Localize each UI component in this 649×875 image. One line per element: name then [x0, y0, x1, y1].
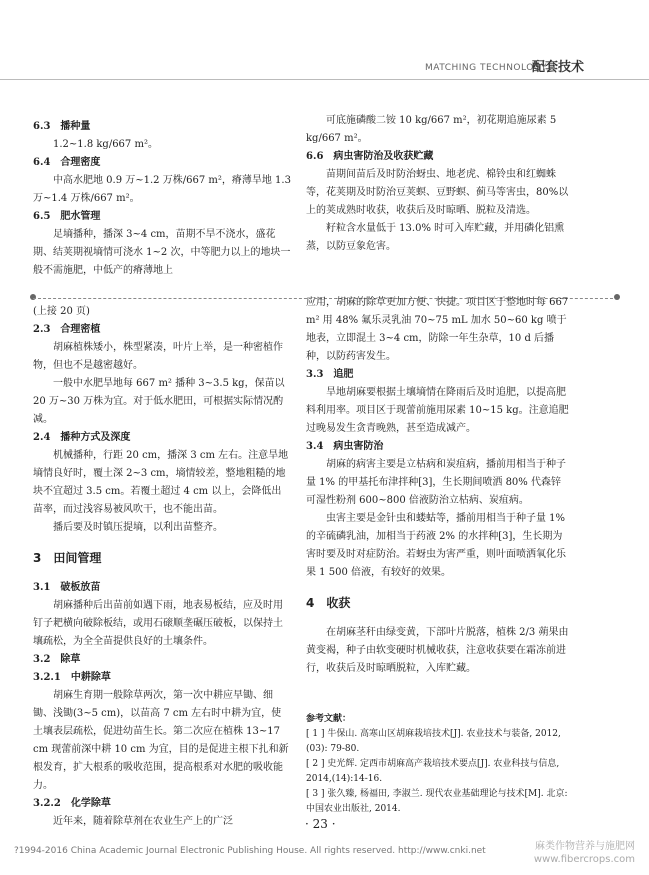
paragraph: 旱地胡麻要根据土壤墒情在降雨后及时追肥，以提高肥料利用率。项目区于现蕾前施用尿素 10~15 kg。注意追肥过晚易发生贪青晚熟，甚至造成减产。 [306, 387, 569, 434]
paragraph: 在胡麻茎秆由绿变黄，下部叶片脱落，植株 2/3 蒴果由黄变褐，种子由软变硬时机械收获，注意收获要在霜冻前进行，收获后及时晾晒脱粒，入库贮藏。 [306, 627, 569, 674]
subheading: 3.4 病虫害防治 [306, 441, 384, 452]
reference-item: [ 3 ] 张久臻, 杨福田, 李淑兰. 现代农业基础理论与技术[M]. 北京: 中国农业出版社, 2014. [306, 789, 568, 814]
divider-dot-right [614, 294, 620, 300]
watermark [534, 840, 635, 866]
subheading: 3.2.2 化学除草 [33, 798, 111, 809]
references [306, 712, 569, 817]
subheading: 3.2 除草 [33, 654, 81, 665]
paragraph: 可底施磷酸二铵 10 kg/667 m²，初花期追施尿素 5 kg/667 m²。 [306, 115, 557, 144]
subheading: 2.3 合理密植 [33, 324, 101, 335]
divider-dot-left [30, 294, 36, 300]
paragraph: 1.2~1.8 kg/667 m²。 [53, 139, 158, 150]
paragraph: 近年来，随着除草剂在农业生产上的广泛 [53, 816, 233, 827]
paragraph: 虫害主要是金针虫和蝼蛄等，播前用相当于种子量 1% 的辛硫磷乳油，加相当于药液 2% 的水拌种[3]，生长期为害时要及时对症防治。若蚜虫为害严重，则叶面喷洒氧化乐果 1 500 倍液，有较好的效果。 [306, 513, 566, 578]
top-right-column [306, 112, 569, 256]
reference-item: [ 2 ] 史光辉. 定西市胡麻高产栽培技术要点[J]. 农业科技与信息, 2014,(14):14-16. [306, 759, 560, 784]
subheading: 3.2.1 中耕除草 [33, 672, 111, 683]
header-chinese: 配套技术 [532, 60, 585, 75]
subheading: 6.3 播种量 [33, 121, 91, 132]
header-rule [0, 79, 649, 80]
paragraph: 应用，胡麻的除草更加方便、快捷。项目区于整地时每 667 m² 用 48% 氟乐灵乳油 70~75 mL 加水 50~60 kg 喷于地表，立即混土 3~4 cm，防除一年生杂草，10 d 后播种，以防药害发生。 [306, 297, 569, 362]
section-heading: 4 收获 [306, 596, 351, 610]
paragraph: 籽粒含水量低于 13.0% 时可入库贮藏，并用磷化铝熏蒸，以防豆象危害。 [306, 223, 565, 252]
paragraph: 足墒播种，播深 3~4 cm，苗期不旱不浇水，盛花期、结荚期视墒情可浇水 1~2 次，中等肥力以上的地块一般不需施肥，中低产的瘠薄地上 [33, 229, 291, 276]
subheading: 6.6 病虫害防治及收获贮藏 [306, 151, 434, 162]
section-heading: 3 田间管理 [33, 551, 102, 565]
paragraph: 胡麻的病害主要是立枯病和炭疽病，播前用相当于种子量 1% 的甲基托布津拌种[3]，生长期间喷洒 80% 代森锌可湿性粉剂 600~800 倍液防治立枯病、炭疽病。 [306, 459, 566, 506]
subheading: 2.4 播种方式及深度 [33, 432, 131, 443]
paragraph: 一般中水肥旱地每 667 m² 播种 3~3.5 kg，保苗以 20 万~30 万株为宜。对于低水肥田，可根据实际情况酌减。 [33, 378, 285, 425]
paragraph: 中高水肥地 0.9 万~1.2 万株/667 m²，瘠薄旱地 1.3 万~1.4 万株/667 m²。 [33, 175, 291, 204]
bottom-right-column [306, 294, 569, 678]
subheading: 3.3 追肥 [306, 369, 354, 380]
references-title: 参考文献： [306, 714, 352, 724]
watermark-line1: 麻类作物营养与施肥网 [535, 841, 635, 852]
paragraph: 机械播种，行距 20 cm，播深 3 cm 左右。注意旱地墒情良好时，覆土深 2~3 cm，墒情较差，整地粗糙的地块不宜超过 3.5 cm。若覆土超过 4 cm 以上，会降低出苗率，而过浅容易被风吹干，也不能出苗。 [33, 450, 289, 515]
watermark-line2: www.fibercrops.com [533, 854, 635, 865]
page-number: · 23 · [305, 817, 336, 831]
subheading: 3.1 破板放苗 [33, 582, 101, 593]
paragraph: 苗期间苗后及时防治蚜虫、地老虎、棉铃虫和红蜘蛛等，花荚期及时防治豆荚螟、豆野螟、蓟马等害虫，80%以上的荚成熟时收获，收获后及时晾晒、脱粒及清选。 [306, 169, 569, 216]
copyright-footer: ?1994-2016 China Academic Journal Electronic Publishing House. All rights reserved. http://www.cnki.net [14, 846, 486, 856]
reference-item: [ 1 ] 牛保山. 高寒山区胡麻栽培技术[J]. 农业技术与装备, 2012,(03): 79-80. [306, 729, 561, 754]
paragraph: 胡麻播种后出苗前如遇下雨，地表易板结，应及时用钉子耙横向破除板结，或用石磙顺垄碾压破板，以保持土壤疏松，为全全苗提供良好的土壤条件。 [33, 600, 283, 647]
continued-note: (上接 20 页) [33, 306, 90, 317]
paragraph: 胡麻植株矮小，株型紧凑，叶片上举，是一种密植作物，但也不是越密越好。 [33, 342, 283, 371]
subheading: 6.5 肥水管理 [33, 211, 101, 222]
paragraph: 播后要及时镇压提墒，以利出苗整齐。 [53, 522, 223, 533]
header-english: MATCHING TECHNOLOGY [425, 63, 547, 73]
subheading: 6.4 合理密度 [33, 157, 101, 168]
bottom-left-column [33, 303, 291, 831]
top-left-column [33, 118, 291, 280]
paragraph: 胡麻生育期一般除草两次，第一次中耕应早锄、细锄、浅锄(3~5 cm)，以苗高 7 cm 左右时中耕为宜，使土壤表层疏松，促进幼苗生长。第二次应在植株 13~17 cm 现蕾前深中耕 10 cm 为宜，目的是促进主根下扎和新根发育，扩大根系的吸收范围，提高根系对水肥的吸收能力。 [33, 690, 289, 791]
